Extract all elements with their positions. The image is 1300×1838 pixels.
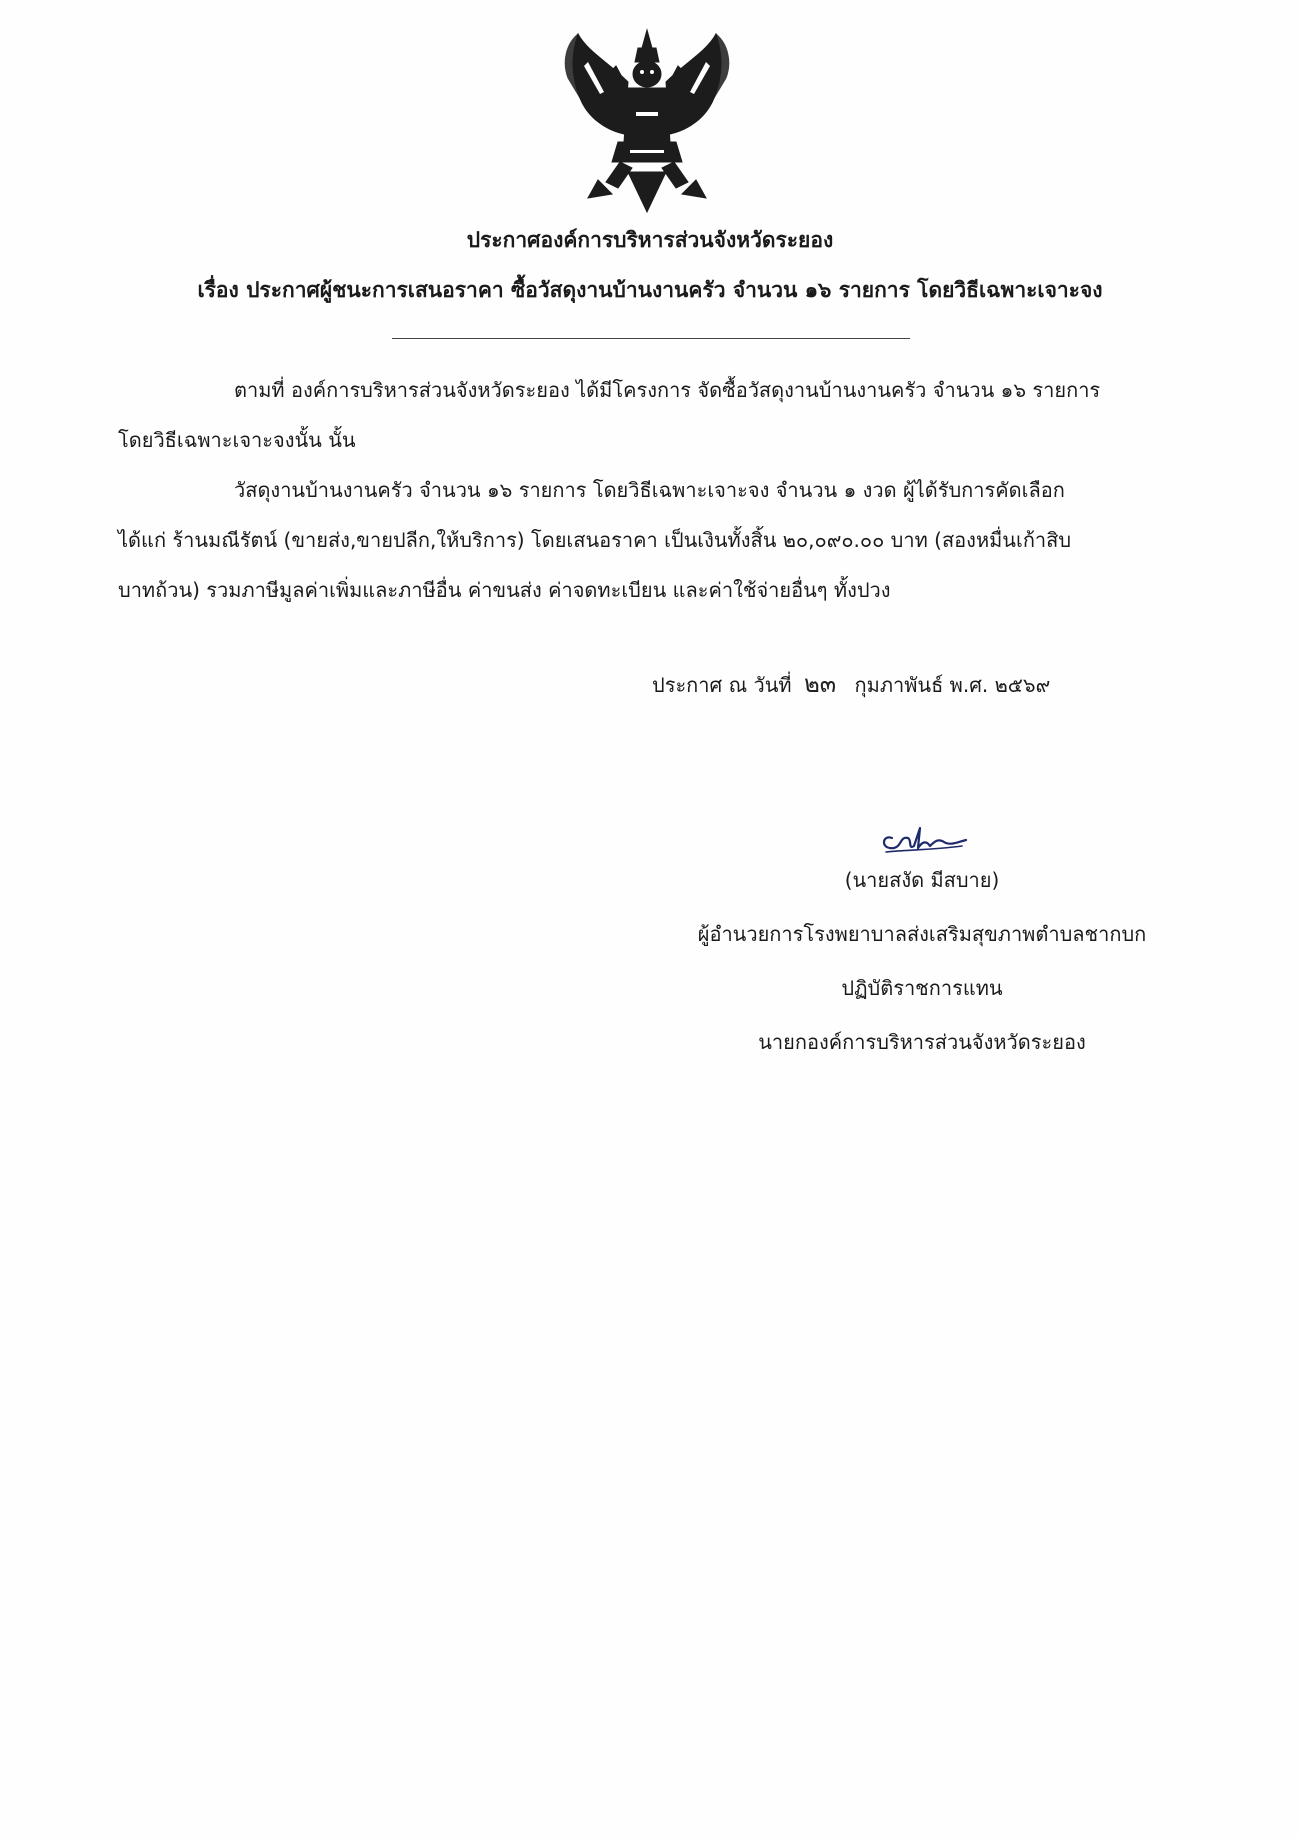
paragraph-1-line-1: ตามที่ องค์การบริหารส่วนจังหวัดระยอง ได้มีโครงการ จัดซื้อวัสดุงานบ้านงานครัว จำนวน ๑๖ รายการ — [234, 378, 1101, 402]
paragraph-2-line-2: ได้แก่ ร้านมณีรัตน์ (ขายส่ง,ขายปลีก,ให้บริการ) โดยเสนอราคา เป็นเงินทั้งสิ้น ๒๐,๐๙๐.๐๐ บาท (สองหมื่นเก้าสิบ — [118, 528, 1072, 552]
header-divider — [392, 338, 910, 339]
signatory-name: (นายสงัด มีสบาย) — [844, 868, 1000, 892]
paragraph-2-line-1: วัสดุงานบ้านงานครัว จำนวน ๑๖ รายการ โดยวิธีเฉพาะเจาะจง จำนวน ๑ งวด ผู้ได้รับการคัดเลือก — [234, 478, 1065, 502]
on-behalf-of: นายกองค์การบริหารส่วนจังหวัดระยอง — [758, 1030, 1086, 1054]
date-month-year: กุมภาพันธ์ พ.ศ. ๒๕๖๙ — [854, 673, 1051, 697]
paragraph-2-line-3: บาทถ้วน) รวมภาษีมูลค่าเพิ่มและภาษีอื่น ค่าขนส่ง ค่าจดทะเบียน และค่าใช้จ่ายอื่นๆ ทั้งปวง — [118, 578, 891, 602]
announcement-subject: เรื่อง ประกาศผู้ชนะการเสนอราคา ซื้อวัสดุงานบ้านงานครัว จำนวน ๑๖ รายการ โดยวิธีเฉพาะเจาะจง — [197, 278, 1103, 302]
date-line — [652, 664, 1050, 703]
acting-on-behalf: ปฏิบัติราชการแทน — [841, 976, 1003, 1000]
paragraph-1-line-2: โดยวิธีเฉพาะเจาะจงนั้น นั้น — [118, 428, 356, 452]
signatory-position: ผู้อำนวยการโรงพยาบาลส่งเสริมสุขภาพตำบลชากบก — [697, 922, 1147, 946]
date-prefix: ประกาศ ณ วันที่ — [652, 673, 792, 697]
garuda-emblem-icon — [558, 22, 736, 222]
date-day: ๒๓ — [803, 670, 837, 698]
announcement-organization-title: ประกาศองค์การบริหารส่วนจังหวัดระยอง — [466, 228, 834, 252]
handwritten-signature — [872, 816, 972, 860]
